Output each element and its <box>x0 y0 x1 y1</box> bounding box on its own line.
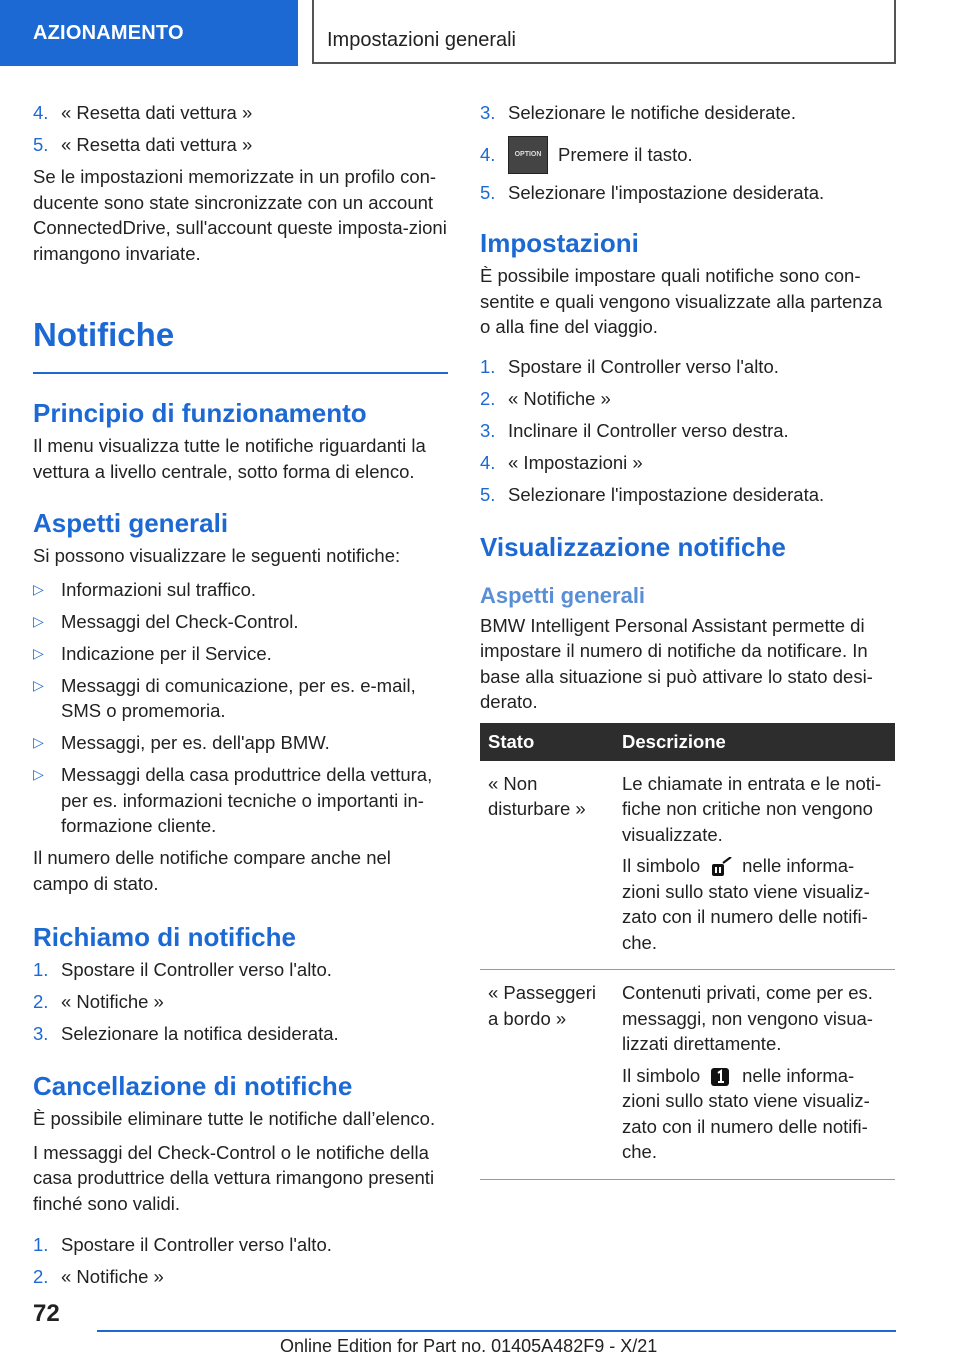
column-header-descrizione: Descrizione <box>614 723 895 761</box>
step-item <box>33 957 448 983</box>
passenger-icon <box>710 1067 732 1087</box>
page-number: 72 <box>33 1300 60 1327</box>
step-item <box>33 989 448 1015</box>
step-number: 3. <box>480 102 496 123</box>
edition-footer: Online Edition for Part no. 01405A482F9 - X/21 <box>280 1336 658 1356</box>
description-text: Le chiamate in entrata e le noti-fiche non critiche non vengono visualizzate. <box>622 772 882 845</box>
profile-paragraph: Se le impostazioni memorizzate in un profilo con-ducente sono state sincronizzate con un account ConnectedDrive, sull'account queste imposta-zioni rimangono invariate. <box>33 166 447 264</box>
option-button-icon: OPTION <box>508 136 548 174</box>
do-not-disturb-icon <box>710 857 732 877</box>
step-item <box>480 450 895 476</box>
table-header-row <box>480 723 895 761</box>
bullet-item <box>33 577 448 603</box>
step-number: 1. <box>33 959 49 980</box>
triangle-bullet-icon: ▷ <box>33 580 44 597</box>
step-item <box>33 1232 448 1258</box>
heading-aspetti-generali: Aspetti generali <box>480 582 646 608</box>
bullet-text: Messaggi del Check-Control. <box>61 610 299 632</box>
step-item <box>33 1021 448 1047</box>
status-table <box>480 723 895 1180</box>
step-number: 5. <box>480 182 496 203</box>
step-item <box>480 354 895 380</box>
heading-notifiche: Notifiche <box>33 316 175 353</box>
heading-cancellazione: Cancellazione di notifiche <box>33 1071 353 1101</box>
aspetti-paragraph: Si possono visualizzare le seguenti notifiche: <box>33 545 401 566</box>
step-text: Premere il tasto. <box>558 143 693 165</box>
heading-visualizzazione: Visualizzazione notifiche <box>480 531 786 562</box>
bullet-item <box>33 762 448 839</box>
step-text: « Notifiche » <box>61 1266 164 1287</box>
bullet-item <box>33 609 448 635</box>
triangle-bullet-icon: ▷ <box>33 612 44 629</box>
heading-richiamo: Richiamo di notifiche <box>33 922 296 952</box>
step-item <box>480 482 895 508</box>
step-number: 5. <box>480 483 496 505</box>
step-text: « Resetta dati vettura » <box>61 102 253 123</box>
cell-descrizione <box>614 970 895 1180</box>
step-text: Spostare il Controller verso l'alto. <box>61 959 332 980</box>
step-number: 2. <box>33 1266 49 1287</box>
chapter-title: Impostazioni generali <box>312 0 896 64</box>
heading-principio: Principio di funzionamento <box>33 398 367 428</box>
step-item <box>480 386 895 412</box>
cancellazione-paragraph-1: È possibile eliminare tutte le notifiche dall’elenco. <box>33 1108 436 1129</box>
step-text: Spostare il Controller verso l'alto. <box>508 355 779 377</box>
bullet-text: Informazioni sul traffico. <box>61 578 257 600</box>
triangle-bullet-icon: ▷ <box>33 734 44 750</box>
step-text: « Notifiche » <box>61 991 164 1012</box>
heading-impostazioni: Impostazioni <box>480 228 639 258</box>
step-text: Inclinare il Controller verso destra. <box>508 419 789 441</box>
bullet-item <box>33 641 448 667</box>
step-text: Selezionare l'impostazione desiderata. <box>508 483 825 505</box>
step-number: 4. <box>480 143 496 165</box>
step-number: 2. <box>33 991 49 1012</box>
step-item <box>480 418 895 444</box>
cell-descrizione <box>614 761 895 970</box>
step-text: Spostare il Controller verso l'alto. <box>61 1234 332 1255</box>
bullet-item <box>33 673 448 724</box>
step-text: Selezionare la notifica desiderata. <box>61 1023 339 1044</box>
section-tab: AZIONAMENTO <box>0 0 298 66</box>
step-number: 5. <box>33 134 49 155</box>
step-text: « Impostazioni » <box>508 451 643 473</box>
step-number: 2. <box>480 387 496 409</box>
cancellazione-paragraph-2: I messaggi del Check-Control o le notifiche della casa produttrice della vettura rimangono presenti finché sono validi. <box>33 1141 435 1214</box>
step-number: 1. <box>480 355 496 377</box>
bullet-item <box>33 730 448 756</box>
bullet-text: Indicazione per il Service. <box>61 642 272 664</box>
page-header <box>0 0 960 68</box>
step-item <box>33 132 448 158</box>
step-number: 4. <box>480 451 496 473</box>
step-number: 1. <box>33 1234 49 1255</box>
cell-stato: « Passeggeri a bordo » <box>480 970 614 1180</box>
impostazioni-paragraph: È possibile impostare quali notifiche sono con-sentite e quali vengono visualizzate alla partenza o alla fine del viaggio. <box>480 265 883 337</box>
principio-paragraph: Il menu visualizza tutte le notifiche riguardanti la vettura a livello centrale, sotto forma di elenco. <box>33 435 426 482</box>
left-column <box>33 100 448 1296</box>
triangle-bullet-icon: ▷ <box>33 644 44 661</box>
symbol-prefix: Il simbolo <box>622 1064 701 1086</box>
step-number: 3. <box>480 419 496 441</box>
table-row <box>480 761 895 970</box>
bullet-text: Messaggi, per es. dell'app BMW. <box>61 732 330 753</box>
step-text: « Resetta dati vettura » <box>61 134 253 155</box>
step-item <box>33 100 448 126</box>
right-column <box>480 100 895 1180</box>
step-item <box>33 1264 448 1290</box>
step-number: 4. <box>33 102 49 123</box>
description-symbol-text <box>622 853 887 955</box>
step-number: 3. <box>33 1023 49 1044</box>
step-item <box>480 100 895 126</box>
step-item <box>480 180 895 206</box>
description-text: Contenuti privati, come per es. messaggi, non vengono visua-lizzati direttamente. <box>622 982 873 1054</box>
column-header-stato: Stato <box>480 723 614 761</box>
step-item <box>480 136 895 174</box>
footer-rule <box>97 1330 896 1332</box>
triangle-bullet-icon: ▷ <box>33 766 44 782</box>
heading-aspetti: Aspetti generali <box>33 508 229 538</box>
step-text: Selezionare l'impostazione desiderata. <box>508 182 825 203</box>
step-text: « Notifiche » <box>508 387 611 409</box>
description-symbol-text <box>622 1063 887 1165</box>
cell-stato: « Non disturbare » <box>480 761 614 970</box>
bullet-text: Messaggi della casa produttrice della vettura, per es. informazioni tecniche o importanti in-formazione cliente. <box>61 764 433 836</box>
symbol-suffix: nelle informa-zioni sullo stato viene visualiz-zato con il numero delle notifi-che. <box>622 1064 870 1162</box>
symbol-prefix: Il simbolo <box>622 855 701 876</box>
step-text: Selezionare le notifiche desiderate. <box>508 102 796 123</box>
triangle-bullet-icon: ▷ <box>33 676 44 693</box>
symbol-suffix: nelle informa-zioni sullo stato viene visualiz-zato con il numero delle notifi-che. <box>622 855 870 953</box>
table-row <box>480 970 895 1180</box>
bmw-paragraph: BMW Intelligent Personal Assistant permette di impostare il numero di notifiche da notificare. In base alla situazione si può attivare lo stato desi-derato. <box>480 614 873 712</box>
bullet-text: Messaggi di comunicazione, per es. e-mail, SMS o promemoria. <box>61 674 416 721</box>
numero-paragraph: Il numero delle notifiche compare anche nel campo di stato. <box>33 847 391 894</box>
